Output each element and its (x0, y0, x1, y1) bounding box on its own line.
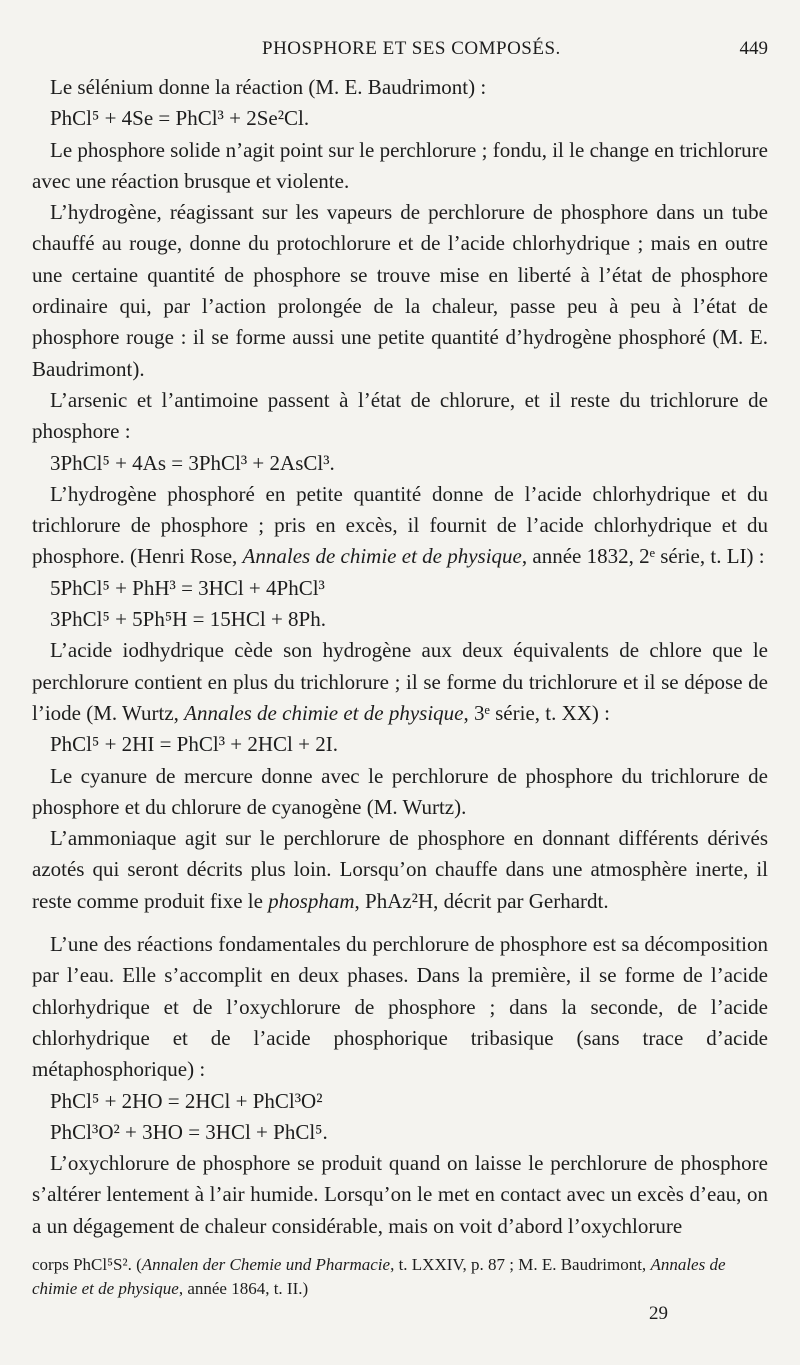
paragraph: L’oxychlorure de phosphore se produit quand on laisse le perchlorure de phosphore s’altérer lentement à l’air humide. Lorsqu’on le met en contact avec un excès d’eau, on a un dégagement de chaleur considérable, mais on voit d’abord l’oxychlorure (32, 1151, 768, 1238)
chemical-equation: PhCl⁵ + 4Se = PhCl³ + 2Se²Cl. (50, 106, 310, 131)
printer-signature: 29 (649, 1303, 668, 1324)
paragraph-text: L’acide iodhydrique cède son hydrogène aux deux équivalents de chlore que le perchlorure contient en plus du trichlorure ; il se forme du trichlorure et il se dépose de l’iode (M. Wurtz, (32, 638, 768, 725)
chemical-equation: PhCl⁵ + 2HO = 2HCl + PhCl³O² (50, 1088, 323, 1113)
chemical-equation: PhCl³O² + 3HO = 3HCl + PhCl⁵. (50, 1119, 328, 1144)
paragraph: Le phosphore solide n’agit point sur le perchlorure ; fondu, il le change en trichlorure avec une réaction brusque et violente. (32, 137, 768, 193)
paragraph-text: , 3ᵉ série, t. XX) : (463, 700, 611, 725)
paragraph-text: , PhAz²H, décrit par Gerhardt. (354, 888, 609, 913)
paragraph-text: L’hydrogène phosphoré en petite quantité donne de l’acide chlorhydrique et du trichlorure de phosphore ; pris en excès, il fournit de l’acide chlorhydrique et du phosphore. (Henri Rose, (32, 481, 768, 569)
paragraph-text: L’ammoniaque agit sur le perchlorure de phosphore en donnant différents dérivés azotés qui seront décrits plus loin. Lorsqu’on chauffe dans une atmosphère inerte, il reste comme produit fixe le (32, 826, 768, 913)
chemical-equation: 5PhCl⁵ + PhH³ = 3HCl + 4PhCl³ (50, 575, 325, 600)
running-title: PHOSPHORE ET SES COMPOSÉS. (262, 38, 561, 59)
chemical-equation: 3PhCl⁵ + 5Ph⁵H = 15HCl + 8Ph. (50, 607, 326, 632)
paragraph (32, 479, 768, 573)
chemical-equation: PhCl⁵ + 2HI = PhCl³ + 2HCl + 2I. (50, 732, 338, 757)
paragraph: Le cyanure de mercure donne avec le perchlorure de phosphore du trichlorure de phosphore et du chlorure de cyanogène (M. Wurtz). (32, 763, 768, 819)
journal-title: Annales de chimie et de physique (242, 544, 522, 569)
journal-title: Annales de chimie et de physique (184, 700, 464, 725)
page-header (0, 38, 800, 68)
footnote (32, 1253, 768, 1301)
page-number: 449 (739, 38, 768, 59)
footnote-part: corps PhCl⁵S². ( (32, 1255, 142, 1274)
paragraph-text: , année 1832, 2ᵉ série, t. LI) : (521, 544, 765, 569)
main-text (32, 72, 768, 1242)
paragraph (32, 823, 768, 917)
footnote-part: , année 1864, t. II.) (178, 1279, 309, 1298)
footnote-text (32, 1253, 768, 1301)
footnote-part: , t. LXXIV, p. 87 ; M. E. Baudrimont, (390, 1255, 651, 1274)
paragraph: L’arsenic et l’antimoine passent à l’état de chlorure, et il reste du trichlorure de phosphore : (32, 387, 768, 444)
paragraph: Le sélénium donne la réaction (M. E. Baudrimont) : (50, 75, 487, 99)
term: phospham (268, 888, 355, 913)
chemical-equation: 3PhCl⁵ + 4As = 3PhCl³ + 2AsCl³. (50, 450, 335, 475)
paragraph: L’hydrogène, réagissant sur les vapeurs de perchlorure de phosphore dans un tube chauffé au rouge, donne du protochlorure et de l’acide chlorhydrique ; mais en outre une certaine quantité de phosphore se trouve mise en liberté à l’état de phosphore ordinaire qui, par l’action prolongée de la chaleur, passe peu à peu à l’état de phosphore rouge : il se forme aussi une petite quantité d’hydrogène phosphoré (M. E. Baudrimont). (32, 200, 768, 381)
paragraph (32, 635, 768, 729)
journal-title: Annalen der Chemie und Pharmacie (141, 1255, 391, 1274)
journal-title: Annales de chimie et de physique (32, 1255, 726, 1298)
paragraph: L’une des réactions fondamentales du perchlorure de phosphore est sa décomposition par l’eau. Elle s’accomplit en deux phases. Dans la première, il se forme de l’acide chlorhydrique et de l’oxychlorure de phosphore ; dans la seconde, de l’acide chlorhydrique et de l’acide phosphorique tribasique (sans trace d’acide métaphosphorique) : (32, 932, 768, 1082)
